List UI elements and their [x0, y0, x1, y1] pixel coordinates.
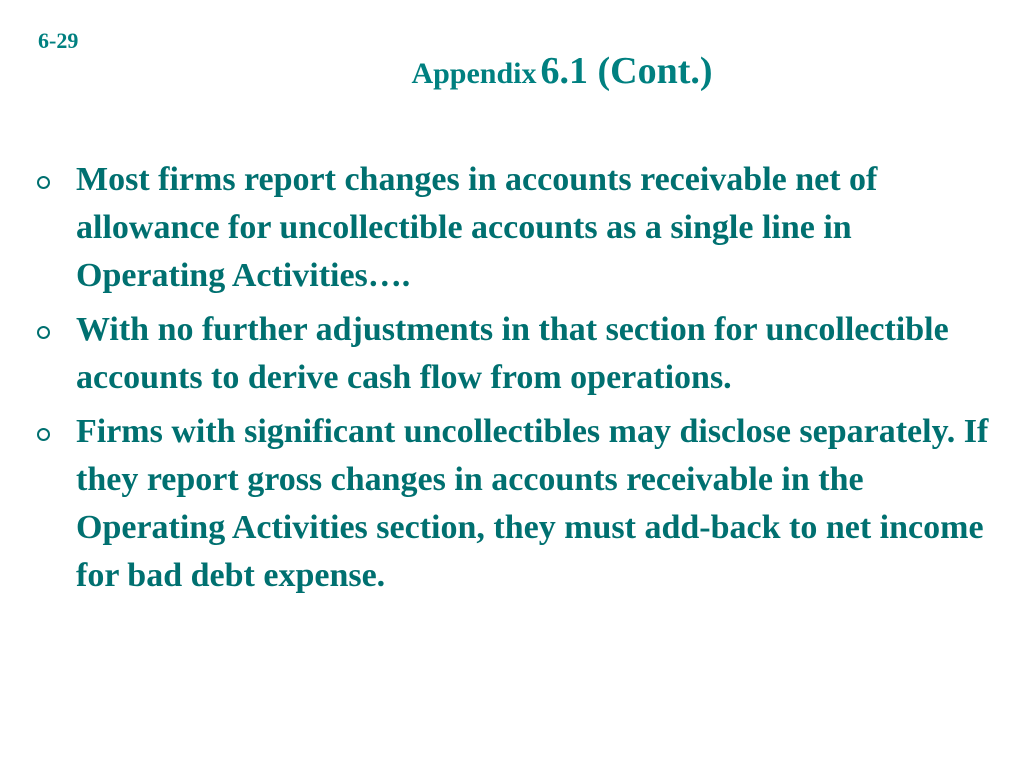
hollow-circle-bullet-icon [37, 428, 50, 441]
bullet-text: Most firms report changes in accounts receivable net of allowance for uncollectible accounts as a single line in Operating Activities…. [76, 161, 878, 294]
bullet-item [32, 408, 992, 600]
bullet-item [32, 156, 992, 300]
page-number: 6-29 [38, 28, 79, 53]
title-section-number: 6.1 (Cont.) [540, 50, 713, 92]
bullet-list [32, 156, 992, 606]
hollow-circle-bullet-icon [37, 326, 50, 339]
bullet-item [32, 306, 992, 402]
bullet-text: With no further adjustments in that section for uncollectible accounts to derive cash flow from operations. [76, 311, 949, 396]
title-appendix-label: Appendix [411, 57, 537, 90]
bullet-text: Firms with significant uncollectibles may disclose separately. If they report gross changes in accounts receivable in the Operating Activities section, they must add-back to net income for bad debt expense. [76, 413, 989, 594]
hollow-circle-bullet-icon [37, 176, 50, 189]
slide-title [0, 52, 1024, 90]
